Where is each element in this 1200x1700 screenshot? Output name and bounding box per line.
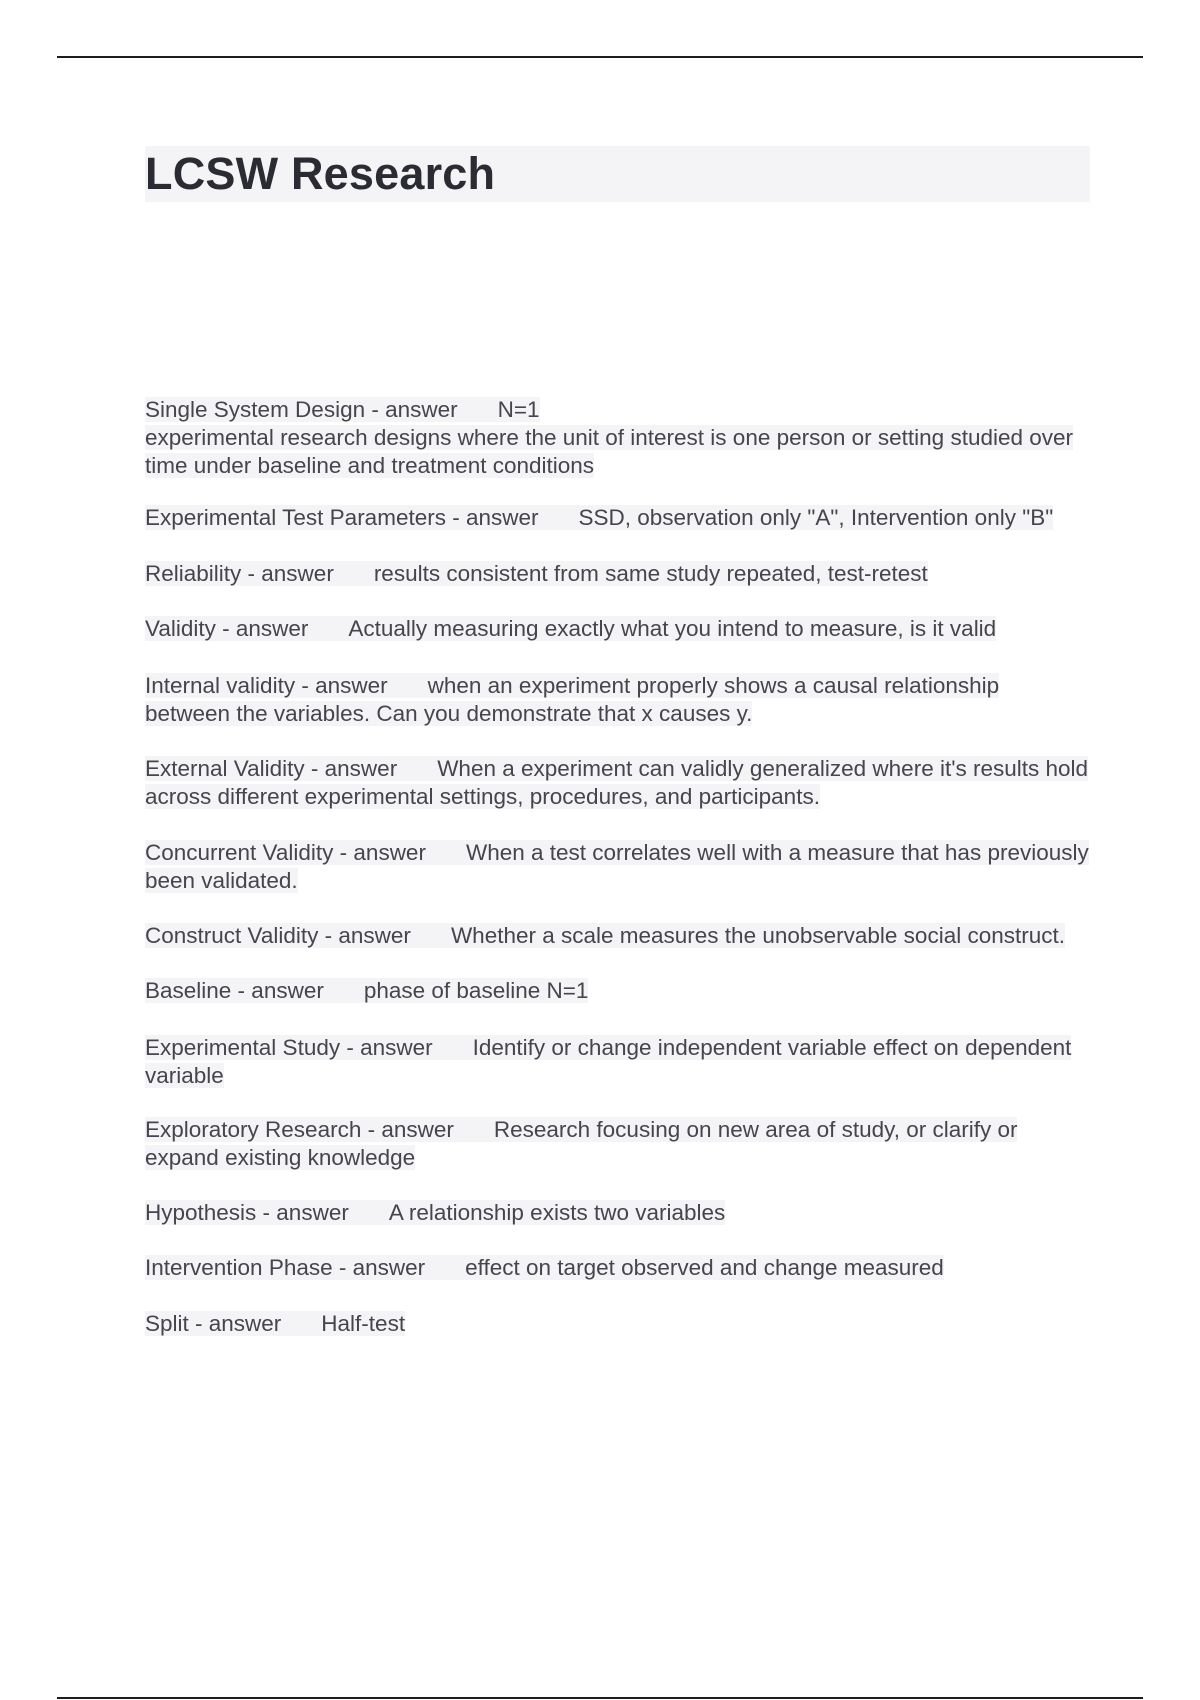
qa-term: Hypothesis - answer — [145, 1200, 349, 1225]
qa-entry — [145, 1199, 1090, 1227]
qa-answer: When a test correlates well with a measure that has previously been validated. — [145, 840, 1089, 893]
qa-answer: Research focusing on new area of study, or clarify or expand existing knowledge — [145, 1117, 1018, 1170]
qa-entry — [145, 1034, 1090, 1090]
qa-answer: Whether a scale measures the unobservable social construct. — [450, 923, 1065, 948]
qa-entry — [145, 755, 1090, 811]
qa-entry — [145, 560, 1090, 588]
qa-term: Experimental Study - answer — [145, 1035, 433, 1060]
qa-entry — [145, 615, 1090, 643]
qa-entry — [145, 922, 1090, 950]
qa-term: Concurrent Validity - answer — [145, 840, 426, 865]
qa-term: Exploratory Research - answer — [145, 1117, 454, 1142]
qa-answer: N=1 — [497, 397, 540, 422]
qa-answer: Half-test — [321, 1311, 406, 1336]
qa-entry — [145, 1310, 1090, 1338]
qa-term: Split - answer — [145, 1311, 282, 1336]
qa-term: Internal validity - answer — [145, 673, 388, 698]
qa-entry — [145, 396, 1090, 480]
qa-entry — [145, 504, 1090, 532]
qa-entry — [145, 1116, 1090, 1172]
qa-list — [145, 396, 1090, 1338]
qa-term: Single System Design - answer — [145, 397, 458, 422]
qa-term: Construct Validity - answer — [145, 923, 411, 948]
qa-entry — [145, 977, 1090, 1005]
qa-term: Baseline - answer — [145, 978, 324, 1003]
qa-answer: effect on target observed and change measured — [465, 1255, 944, 1280]
qa-term: External Validity - answer — [145, 756, 398, 781]
bottom-rule — [57, 1697, 1143, 1699]
qa-answer-continued: experimental research designs where the unit of interest is one person or setting studied over time under baseline and treatment conditions — [145, 425, 1074, 478]
qa-term: Reliability - answer — [145, 561, 334, 586]
qa-answer: results consistent from same study repeated, test-retest — [373, 561, 928, 586]
qa-term: Intervention Phase - answer — [145, 1255, 426, 1280]
top-rule — [57, 56, 1143, 58]
qa-term: Experimental Test Parameters - answer — [145, 505, 539, 530]
qa-answer: A relationship exists two variables — [388, 1200, 726, 1225]
qa-term: Validity - answer — [145, 616, 309, 641]
page-title: LCSW Research — [145, 148, 496, 199]
qa-entry — [145, 839, 1090, 895]
qa-answer: when an experiment properly shows a causal relationship between the variables. Can you demonstrate that x causes y. — [145, 673, 1000, 726]
qa-answer: When a experiment can validly generalized where it's results hold across different experimental settings, procedures, and participants. — [145, 756, 1089, 809]
title-band — [145, 146, 1090, 202]
qa-entry — [145, 672, 1090, 728]
qa-answer: Actually measuring exactly what you intend to measure, is it valid — [348, 616, 997, 641]
qa-entry — [145, 1254, 1090, 1282]
qa-answer: Identify or change independent variable effect on dependent variable — [145, 1035, 1072, 1088]
qa-answer: phase of baseline N=1 — [363, 978, 589, 1003]
qa-answer: SSD, observation only "A", Intervention only "B" — [578, 505, 1054, 530]
